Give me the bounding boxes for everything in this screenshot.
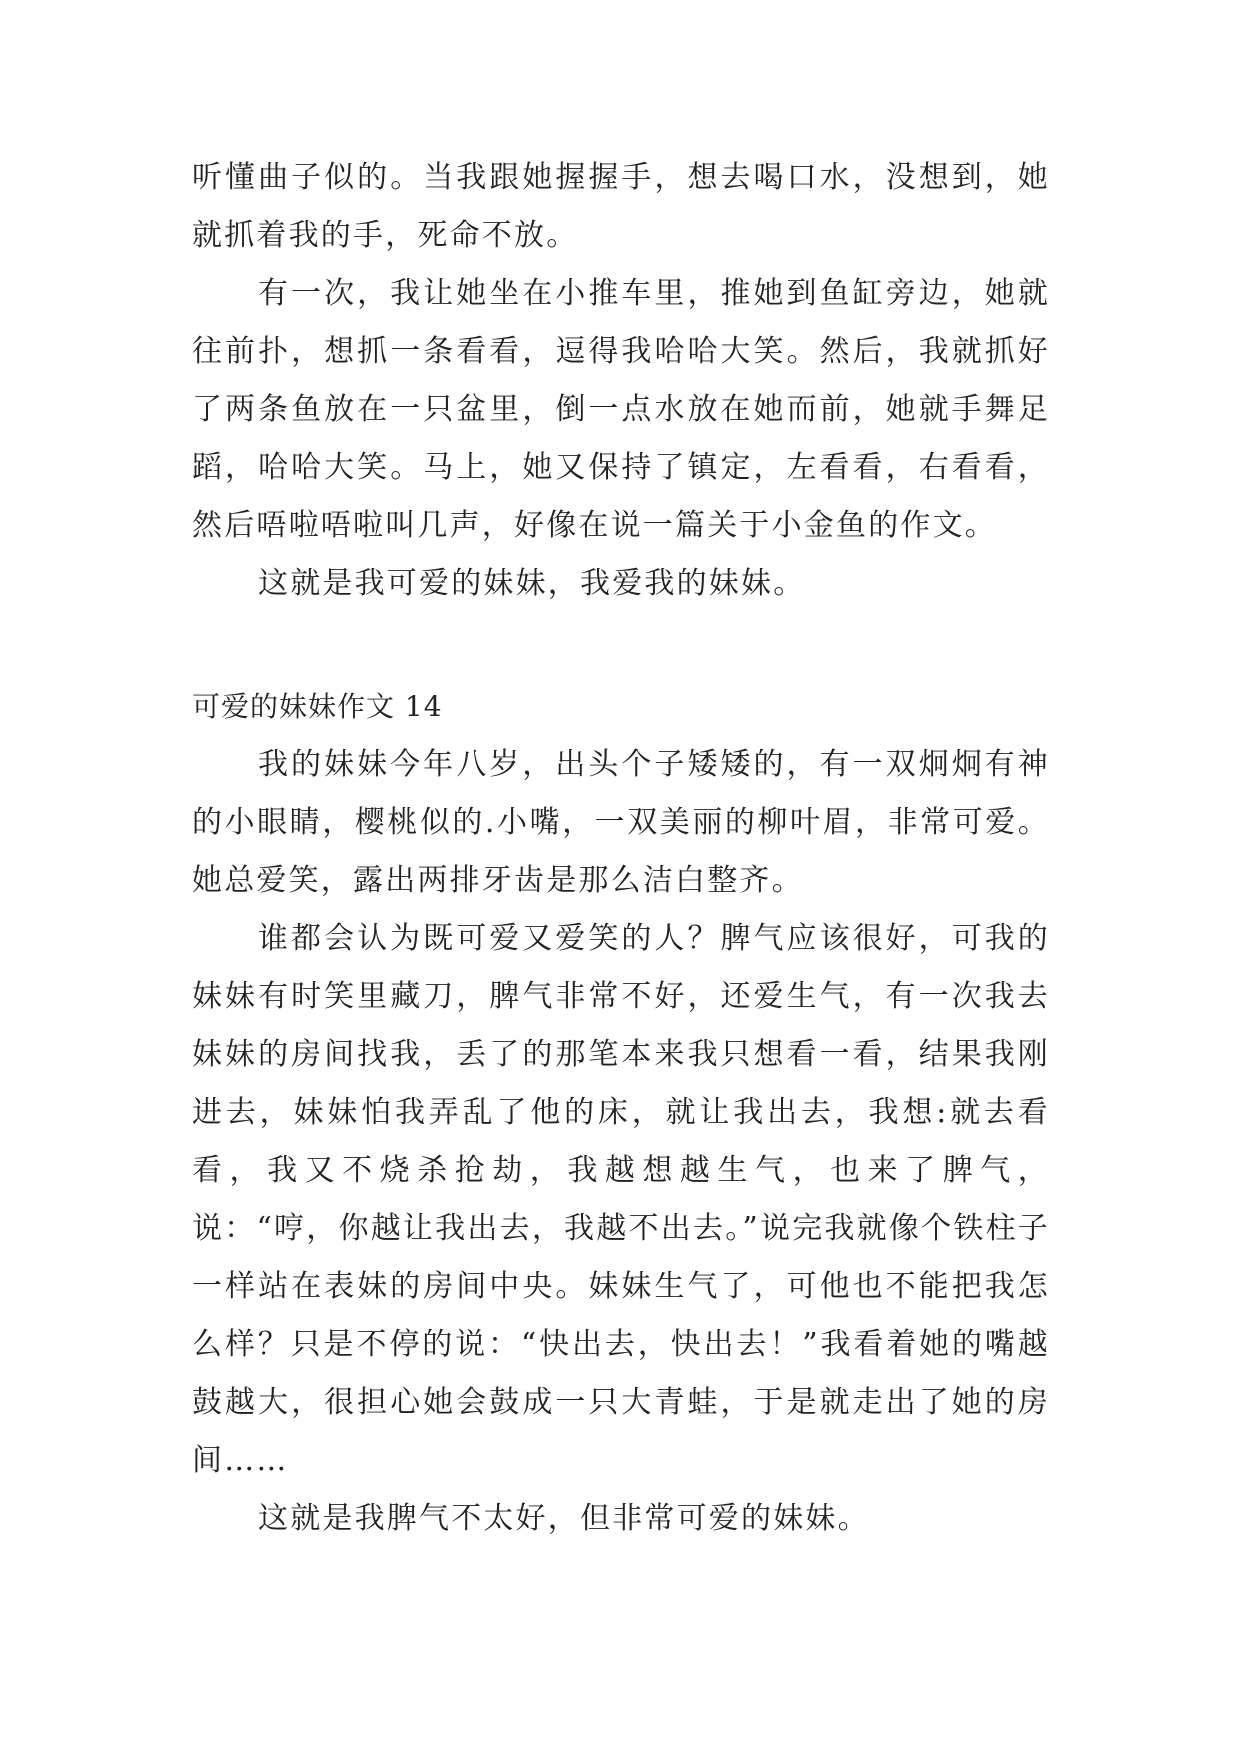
paragraph-temper-story: 谁都会认为既可爱又爱笑的人？脾气应该很好，可我的妹妹有时笑里藏刀，脾气非常不好，还爱生气，有一次我去妹妹的房间找我，丢了的那笔本来我只想看一看，结果我刚进去，妹妹怕我弄乱了他的床，就让我出去，我想:就去看看，我又不烧杀抢劫，我越想越生气，也来了脾气，说：“哼，你越让我出去，我越不出去。”说完我就像个铁柱子一样站在表妹的房间中央。妹妹生气了，可他也不能把我怎么样？只是不停的说：“快出去，快出去！”我看着她的嘴越鼓越大，很担心她会鼓成一只大青蛙，于是就走出了她的房间…… xyxy=(192,921,1050,1478)
essay-body xyxy=(192,736,1050,1548)
paragraph-conclusion: 这就是我可爱的妹妹，我爱我的妹妹。 xyxy=(258,566,806,601)
essay-continuation xyxy=(192,149,1050,613)
paragraph-description: 我的妹妹今年八岁，出头个子矮矮的，有一双炯炯有神的小眼睛，樱桃似的.小嘴，一双美丽的柳叶眉，非常可爱。她总爱笑，露出两排牙齿是那么洁白整齐。 xyxy=(192,747,1050,898)
paragraph-fish-story: 有一次，我让她坐在小推车里，推她到鱼缸旁边，她就往前扑，想抓一条看看，逗得我哈哈大笑。然后，我就抓好了两条鱼放在一只盆里，倒一点水放在她而前，她就手舞足蹈，哈哈大笑。马上，她又保持了镇定，左看看，右看看，然后唔啦唔啦叫几声，好像在说一篇关于小金鱼的作文。 xyxy=(192,276,1050,543)
paragraph-ending: 这就是我脾气不太好，但非常可爱的妹妹。 xyxy=(258,1501,870,1536)
paragraph-continued: 听懂曲子似的。当我跟她握握手，想去喝口水，没想到，她就抓着我的手，死命不放。 xyxy=(192,160,1050,253)
essay-title: 可爱的妹妹作文 14 xyxy=(192,690,443,723)
